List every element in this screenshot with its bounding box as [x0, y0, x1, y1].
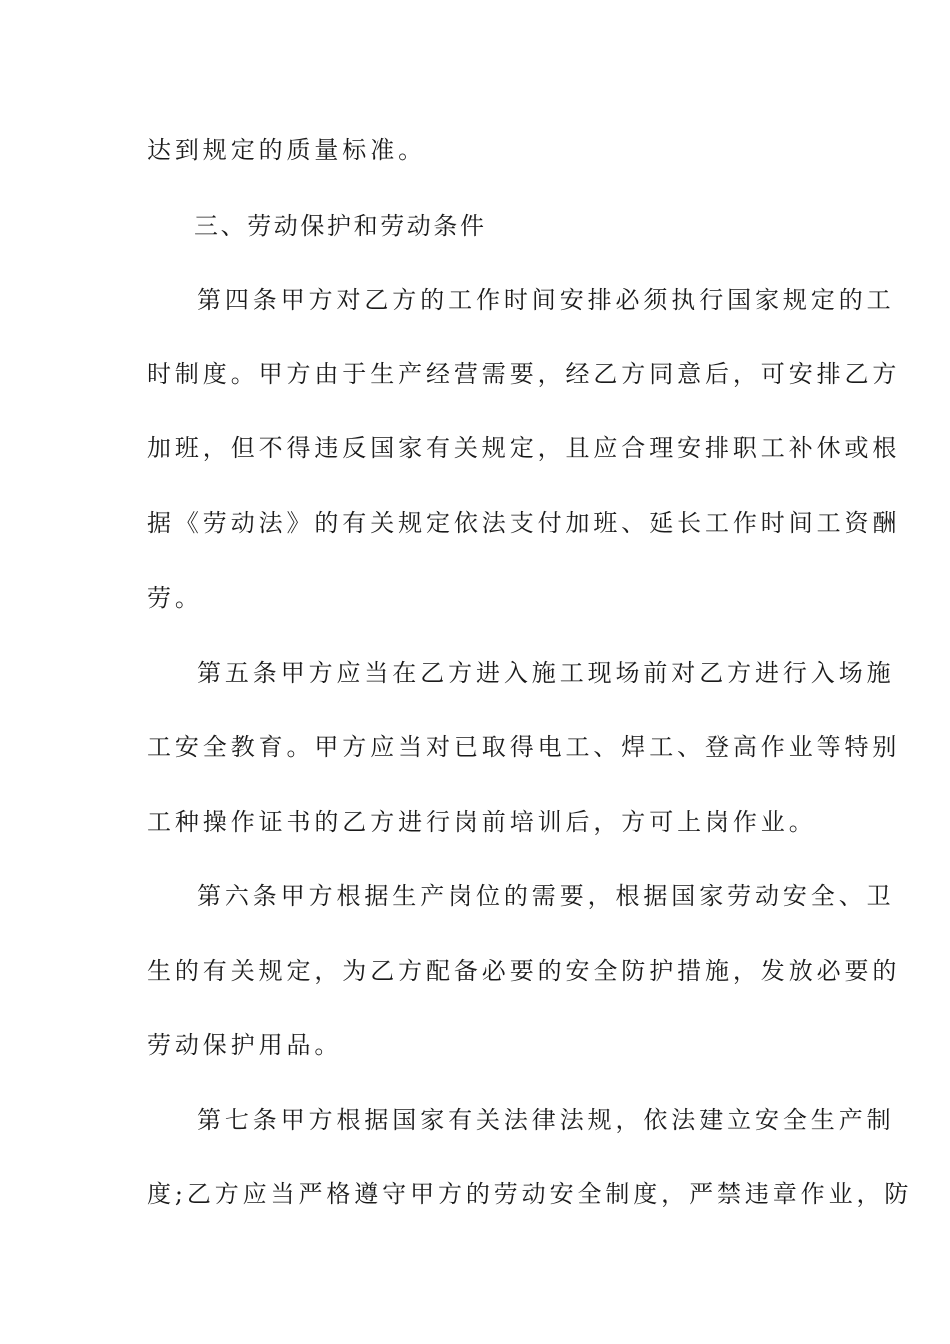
article-7-line-2: 度;乙方应当严格遵守甲方的劳动安全制度，严禁违章作业，防 — [147, 1180, 913, 1208]
article-6-line-2: 生的有关规定，为乙方配备必要的安全防护措施，发放必要的 — [147, 957, 901, 985]
article-5-line-3: 工种操作证书的乙方进行岗前培训后，方可上岗作业。 — [147, 808, 817, 836]
article-4-line-3: 加班，但不得违反国家有关规定，且应合理安排职工补休或根 — [147, 434, 901, 462]
article-6-line-1: 第六条甲方根据生产岗位的需要，根据国家劳动安全、卫 — [197, 882, 895, 910]
article-4-line-2: 时制度。甲方由于生产经营需要，经乙方同意后，可安排乙方 — [147, 360, 901, 388]
article-5-line-1: 第五条甲方应当在乙方进入施工现场前对乙方进行入场施 — [197, 659, 895, 687]
section-heading: 三、劳动保护和劳动条件 — [194, 212, 487, 240]
text-line-continuation: 达到规定的质量标准。 — [147, 136, 426, 164]
article-6-line-3: 劳动保护用品。 — [147, 1031, 343, 1059]
article-7-line-1: 第七条甲方根据国家有关法律法规，依法建立安全生产制 — [197, 1106, 895, 1134]
article-4-line-1: 第四条甲方对乙方的工作时间安排必须执行国家规定的工 — [197, 286, 895, 314]
article-4-line-4: 据《劳动法》的有关规定依法支付加班、延长工作时间工资酬 — [147, 509, 901, 537]
article-5-line-2: 工安全教育。甲方应当对已取得电工、焊工、登高作业等特别 — [147, 733, 901, 761]
article-4-line-5: 劳。 — [147, 584, 203, 612]
